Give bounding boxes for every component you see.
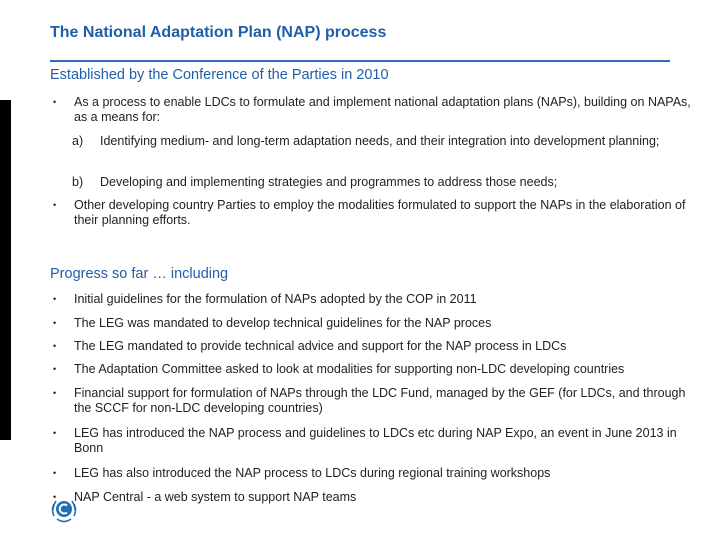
left-edge-bar [0,100,11,440]
list-item [50,426,705,456]
bullet-icon: • [53,97,57,107]
list-item-text: Initial guidelines for the formulation of NAPs adopted by the COP in 2011 [74,292,477,306]
list-item [50,292,705,307]
sub-list-marker: b) [72,175,84,189]
list-item-text: As a process to enable LDCs to formulate and implement national adaptation plans (NAPs), building on NAPAs, as a means for: [74,95,691,124]
unfccc-logo-icon [48,494,80,526]
list-item-text: Other developing country Parties to employ the modalities formulated to support the NAPs in the elaboration of their planning efforts. [74,198,686,227]
bullet-icon: • [53,364,57,374]
list-item-text: LEG has introduced the NAP process and guidelines to LDCs etc during NAP Expo, an event in June 2013 in Bonn [74,426,677,455]
list-item-text: The LEG was mandated to develop technical guidelines for the NAP proces [74,316,492,330]
list-item [50,198,705,228]
list-item-text: NAP Central - a web system to support NAP teams [74,490,357,504]
slide-title: The National Adaptation Plan (NAP) process [50,24,387,41]
bullet-icon: • [53,200,57,210]
list-item [50,95,705,125]
bullet-icon: • [53,388,57,398]
bullet-icon: • [53,468,57,478]
section-heading-established: Established by the Conference of the Parties in 2010 [50,67,389,83]
list-item [50,339,705,354]
bullet-icon: • [53,492,57,502]
list-item [50,466,705,481]
sub-list-marker: a) [72,134,84,148]
section-heading-progress: Progress so far … including [50,266,229,282]
list-item-text: Financial support for formulation of NAPs through the LDC Fund, managed by the GEF (for LDCs, and through the SCCF for non-LDC developing countries) [74,386,686,415]
sub-list-item [72,134,682,149]
bullet-icon: • [53,428,57,438]
bullet-icon: • [53,294,57,304]
list-item [50,490,705,505]
sub-list-item-text: Developing and implementing strategies and programmes to address those needs; [100,175,558,189]
list-item [50,362,705,377]
bullet-icon: • [53,341,57,351]
bullet-icon: • [53,318,57,328]
list-item-text: LEG has also introduced the NAP process to LDCs during regional training workshops [74,466,551,480]
list-item-text: The Adaptation Committee asked to look at modalities for supporting non-LDC developing countries [74,362,625,376]
list-item [50,386,705,416]
list-item [50,316,705,331]
list-item-text: The LEG mandated to provide technical advice and support for the NAP process in LDCs [74,339,567,353]
sub-list-item [72,175,682,190]
sub-list-item-text: Identifying medium- and long-term adaptation needs, and their integration into development planning; [100,134,660,148]
title-divider [50,60,670,62]
